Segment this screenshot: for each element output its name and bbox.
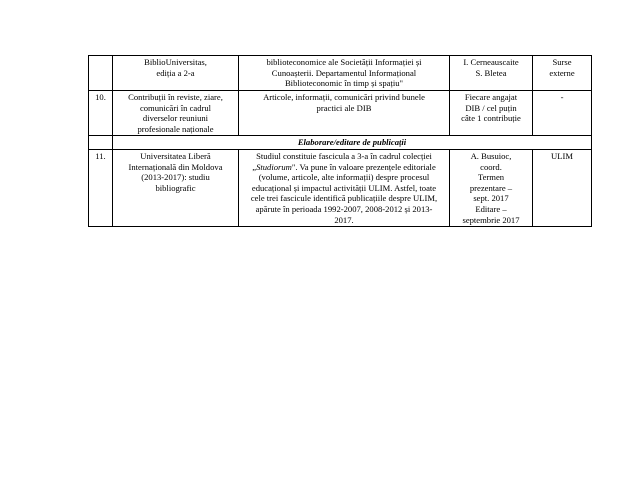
cell-line: septembrie 2017	[462, 214, 520, 225]
table-row	[89, 149, 592, 226]
cell-line: Articole, informații, comunicări privind bunele	[263, 92, 425, 102]
cell-line: Fiecare angajat	[464, 92, 518, 102]
cell-line: practici ale DIB	[316, 102, 372, 113]
cell-line: 2017.	[334, 214, 354, 225]
cell-line: (volume, articole, alte informații) despre procesul	[258, 172, 430, 183]
activity-cell	[113, 149, 239, 226]
row-number	[89, 56, 113, 91]
responsible-cell	[450, 149, 533, 226]
cell-line: cele trei fascicule identifică publicațiile despre ULIM,	[250, 193, 438, 204]
activity-cell	[113, 91, 239, 136]
cell-line: câte 1 contribuție	[461, 113, 521, 124]
row-number: 11.	[89, 149, 113, 226]
cell-line: diverselor reuniuni	[142, 113, 209, 124]
cell-line: Surse	[552, 57, 572, 67]
responsible-cell	[450, 56, 533, 91]
cell-line: coord.	[480, 161, 502, 172]
section-heading: Elaborare/editare de publicații	[113, 136, 592, 150]
table-row	[89, 91, 592, 136]
quote-mark: „	[252, 161, 257, 172]
cell-line: profesionale naționale	[137, 123, 214, 134]
cell-line: ULIM	[551, 150, 573, 161]
cell-line: A. Busuioc,	[470, 150, 512, 161]
cell-line: biblioteconomice ale Societății Informației și	[266, 57, 422, 67]
cell-line: BiblioUniversitas,	[144, 57, 207, 67]
cell-line: comunicări în cadrul	[139, 102, 212, 113]
cell-line: Studiul constituie fascicula a 3-a în cadrul colecției	[256, 150, 432, 161]
cell-line	[242, 162, 446, 173]
row-number: 10.	[89, 91, 113, 136]
collection-title: Studiorum	[256, 161, 292, 172]
description-cell	[239, 149, 450, 226]
cell-line: bibliografic	[155, 182, 196, 193]
cell-line: Contribuții în reviste, ziare,	[128, 92, 223, 102]
funding-cell	[533, 91, 592, 136]
cell-line: -	[560, 92, 564, 102]
activities-table	[88, 55, 592, 227]
section-row	[89, 136, 592, 150]
cell-line: ediția a 2-a	[156, 67, 195, 78]
description-cell	[239, 56, 450, 91]
responsible-cell	[450, 91, 533, 136]
line-rest: ". Va pune în valoare prezențele editoriale	[291, 161, 436, 172]
funding-cell	[533, 56, 592, 91]
cell-line: I. Cerneauscaite	[463, 57, 519, 67]
cell-line: prezentare –	[469, 182, 513, 193]
table-row	[89, 56, 592, 91]
description-cell	[239, 91, 450, 136]
funding-cell	[533, 149, 592, 226]
section-spacer	[89, 136, 113, 150]
cell-line: educațional și impactul activității ULIM. Astfel, toate	[251, 182, 437, 193]
activity-cell	[113, 56, 239, 91]
cell-line: sept. 2017	[473, 193, 509, 204]
cell-line: Universitatea Liberă	[140, 150, 211, 161]
cell-line: Internațională din Moldova	[128, 161, 223, 172]
cell-line: Cunoașterii. Departamentul Informațional	[271, 67, 417, 78]
cell-line: Biblioteconomic în timp și spațiu"	[284, 78, 404, 89]
cell-line: (2013-2017): studiu	[141, 172, 210, 183]
cell-line: Termen	[477, 172, 505, 183]
cell-line: S. Bletea	[475, 67, 507, 78]
cell-line: Editare –	[475, 203, 507, 214]
cell-line: externe	[549, 67, 575, 78]
cell-line: apărute în perioada 1992-2007, 2008-2012 și 2013-	[255, 203, 433, 214]
cell-line: DIB / cel puțin	[465, 102, 517, 113]
